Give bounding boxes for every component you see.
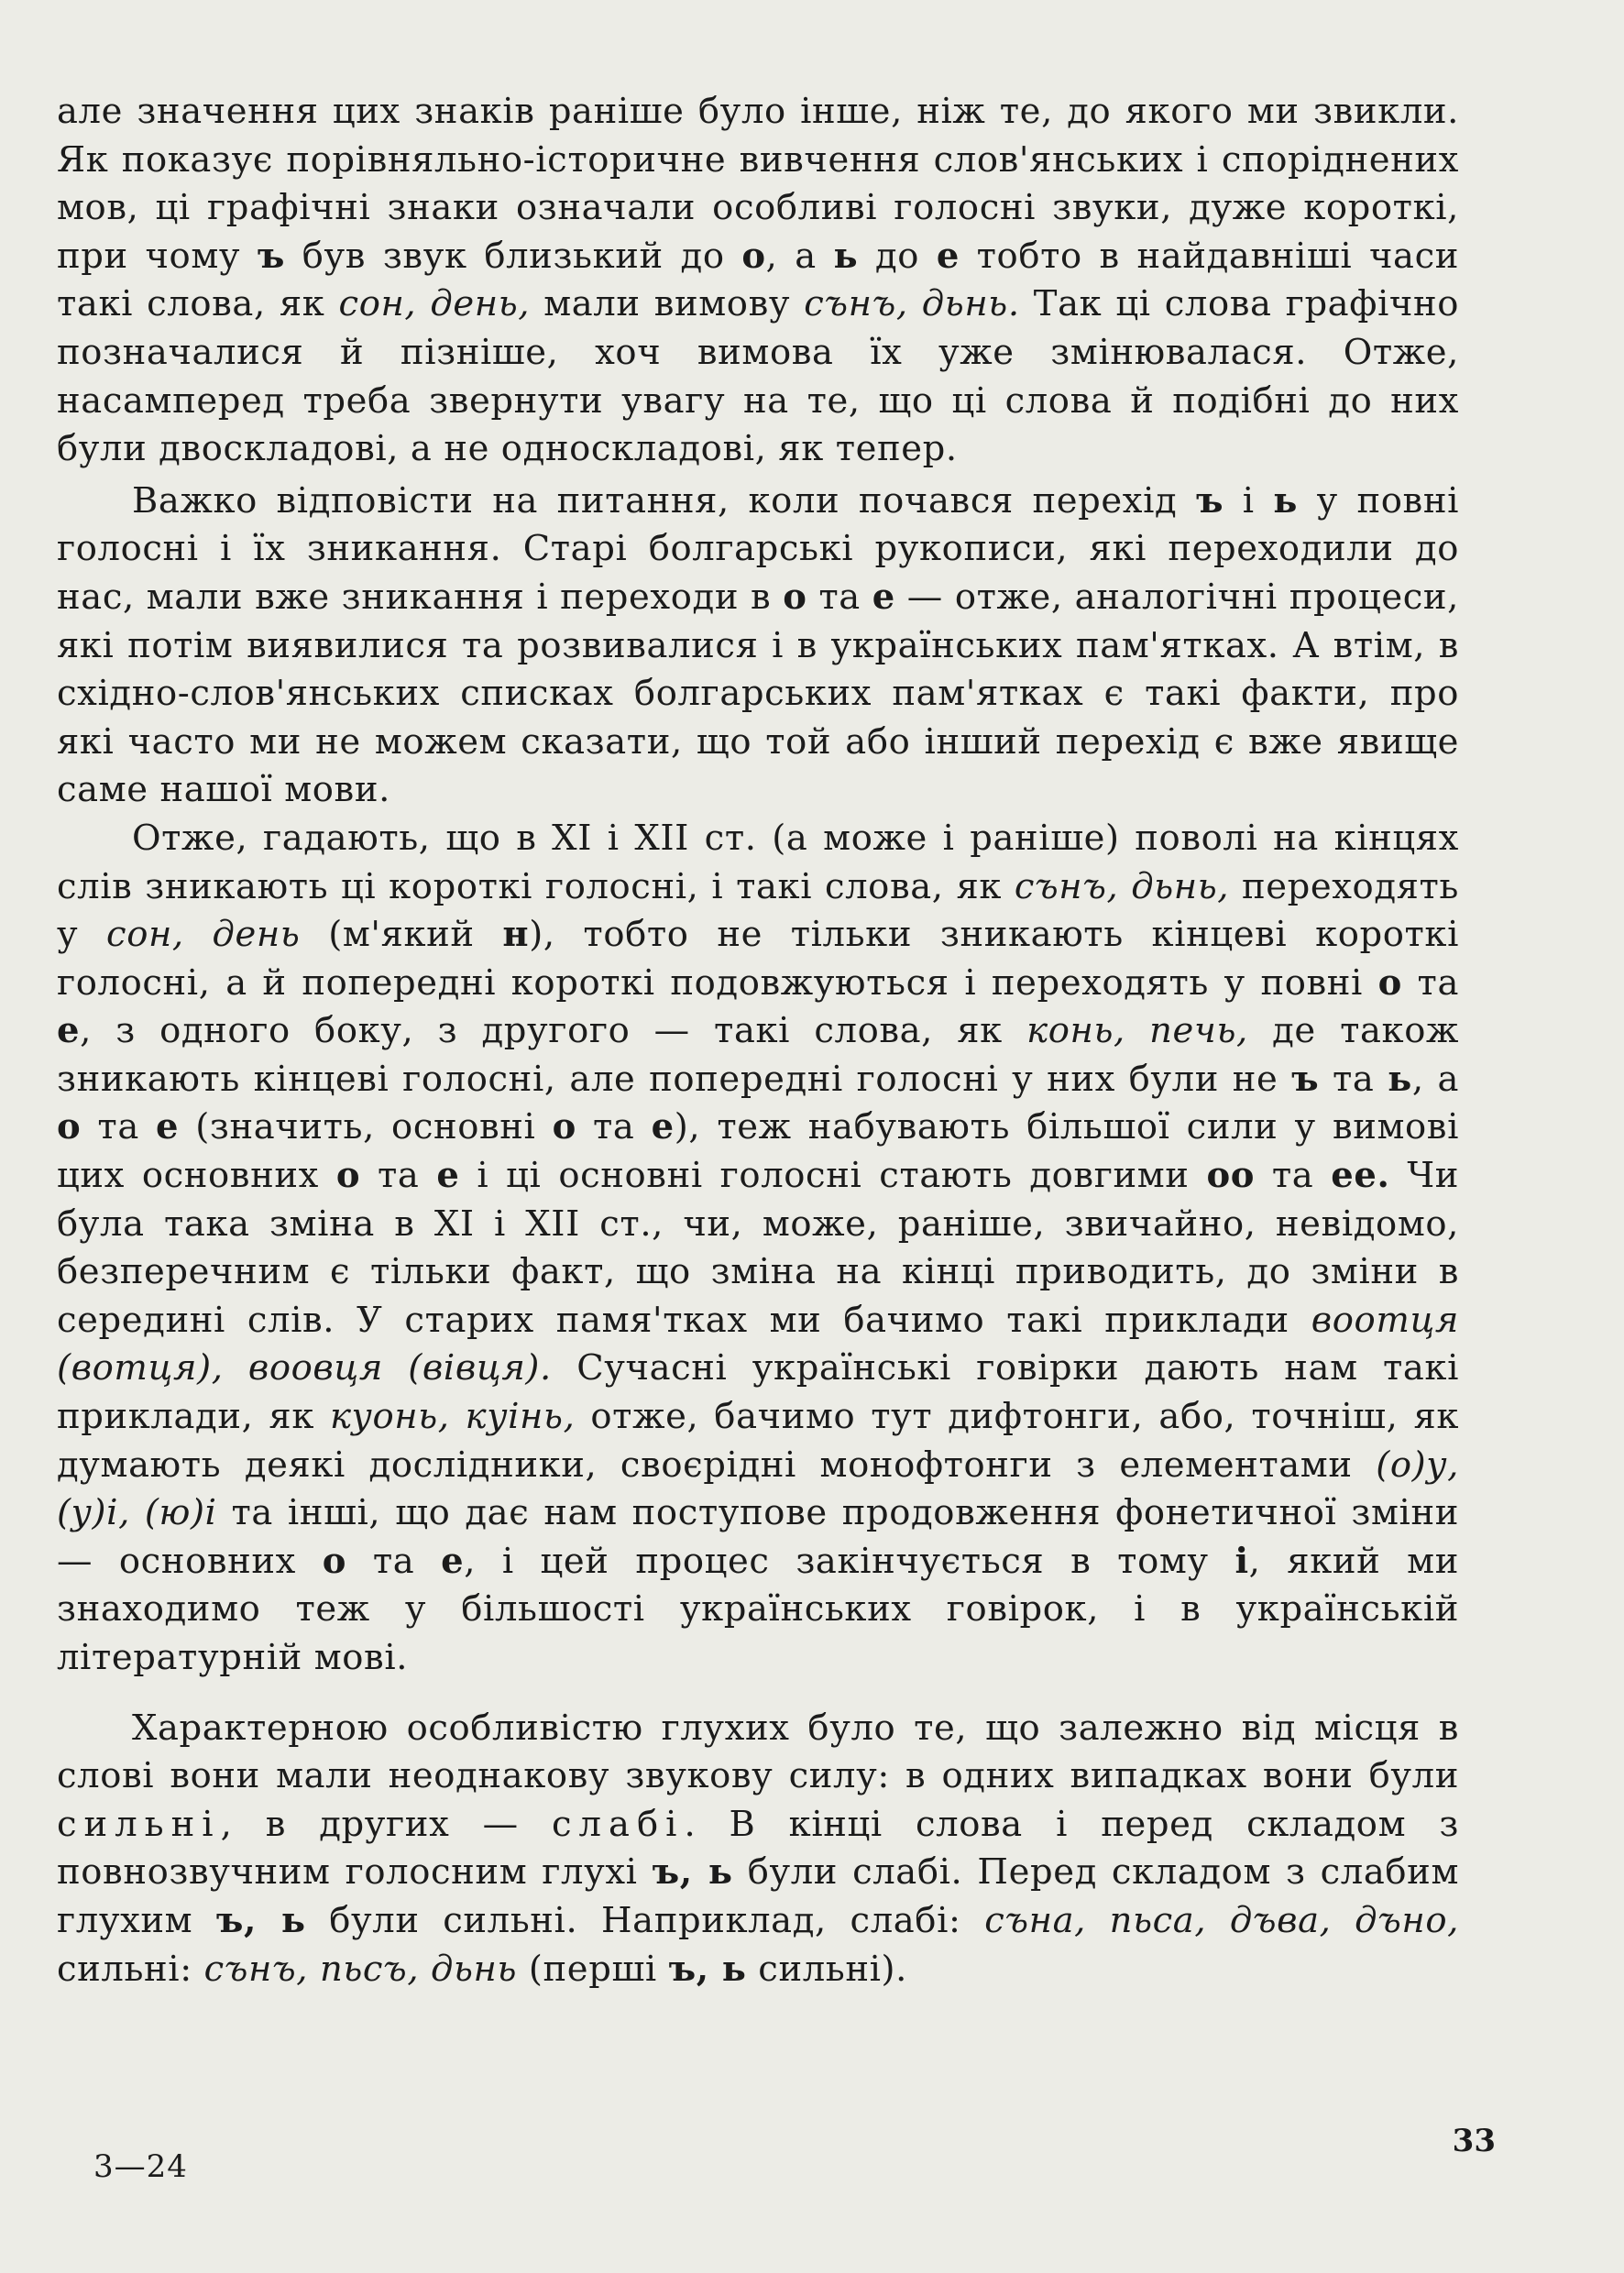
bold-run: ь <box>833 235 859 277</box>
text-run: та <box>1319 1058 1388 1100</box>
text-run: та <box>807 576 872 618</box>
bold-run: е <box>441 1540 465 1582</box>
signature-mark: 3—24 <box>93 2148 188 2185</box>
text-run: отже, бачимо тут дифтонги, або, точніш, як думають деякі дослідники, своєрідні монофтонги з елементами <box>57 1396 1460 1486</box>
bold-run: о <box>552 1106 576 1148</box>
text-run: та <box>360 1155 437 1197</box>
bold-run: ъ <box>1195 479 1224 522</box>
text-run: , з одного боку, з другого — такі слова, як <box>80 1010 1027 1052</box>
italic-run: конь, печь, <box>1026 1010 1248 1052</box>
italic-run: сънъ, дьнь, <box>1014 865 1230 907</box>
italic-run: куонь, куінь, <box>329 1396 576 1438</box>
text-run: та інші, що дає нам поступове продовження фонетичної зміни — основних <box>57 1492 1459 1582</box>
text-run: ), тобто не тільки зникають кінцеві короткі голосні, а й попередні короткі подовжуються і переходять у повні <box>57 914 1460 1004</box>
text-run: (м'який <box>300 914 503 956</box>
bold-run: н <box>502 914 530 956</box>
text-run: переходять у <box>57 865 1459 956</box>
text-run: (значить, основні <box>179 1106 553 1148</box>
bold-run: о <box>1377 961 1402 1004</box>
text-run: (перші <box>517 1948 669 1990</box>
text-run: тобто в найдавніші часи такі слова, як <box>57 235 1460 325</box>
bold-run: оо <box>1206 1155 1256 1197</box>
page-number: 33 <box>1452 2123 1496 2159</box>
bold-run: о <box>57 1106 82 1148</box>
text-run: та <box>576 1106 652 1148</box>
text-run: Отже, гадають, що в XI і XII ст. (а може і раніше) поволі на кінцях слів зникають ці короткі голосні, і такі слова, як <box>57 817 1459 907</box>
bold-run: ъ <box>257 235 286 277</box>
text-run: , і цей процес закінчується в тому <box>464 1540 1235 1582</box>
bold-run: е <box>436 1155 460 1197</box>
bold-run: ъ, ь <box>215 1899 306 1941</box>
bold-run: е <box>57 1010 81 1052</box>
italic-run: (о)у, (у)і, (ю)і <box>57 1444 1459 1534</box>
italic-run: сон, день <box>106 914 301 956</box>
text-run: Так ці слова графічно позначалися й пізніше, хоч вимова їх уже змінювалася. Отже, насамперед треба звернути увагу на те, що ці слова й подібні до них були двоскладові, а не односкладові, як тепер. <box>57 283 1459 470</box>
bold-run: ъ, ь <box>668 1948 747 1990</box>
text-run: але значення цих знаків раніше було інше, ніж те, до якого ми звикли. Як показує порівняльно-історичне вивчення слов'янських і споріднених мов, ці графічні знаки означали особливі голосні звуки, дуже короткі, при чому <box>57 91 1459 277</box>
bold-run: е <box>936 235 960 277</box>
text-run: та <box>1401 961 1459 1004</box>
italic-run: сънъ, дьнь. <box>804 283 1020 325</box>
text-run: де також зникають кінцеві голосні, але попередні голосні у них були не <box>57 1010 1459 1100</box>
text-run: Чи була така зміна в XI і XII ст., чи, може, раніше, звичайно, невідомо, безперечним є тільки факт, що зміна на кінці приводить, до зміни в середині слів. У старих памя'тках ми бачимо такі приклади <box>57 1155 1459 1341</box>
text-run: та <box>346 1540 442 1582</box>
bold-run: ь <box>1388 1058 1412 1100</box>
spaced-run: слабі <box>551 1803 685 1845</box>
paragraph-2 <box>57 478 1459 815</box>
text-run: були слабі. Перед складом з слабим глухим <box>57 1851 1459 1941</box>
italic-run: сънъ, пьсъ, дьнь <box>203 1948 518 1990</box>
bold-run: ь <box>1273 479 1298 522</box>
text-run: мали вимову <box>530 283 805 325</box>
italic-run: съна, пьса, дъва, дъно, <box>984 1899 1460 1941</box>
italic-run: воотця (вотця), воовця (вівця). <box>57 1299 1459 1389</box>
bold-run: о <box>322 1540 347 1582</box>
text-run: був звук близький до <box>285 235 742 277</box>
paragraph-3 <box>57 815 1459 1683</box>
paragraph-1 <box>57 88 1459 474</box>
bold-run: о <box>783 576 807 618</box>
text-run: у повні голосні і їх зникання. Старі болгарські рукописи, які переходили до нас, мали вже зникання і переходи в <box>57 479 1460 618</box>
bold-run: ъ <box>1291 1058 1320 1100</box>
text-run: і <box>1223 479 1274 522</box>
text-run: і ці основні голосні стають довгими <box>459 1155 1207 1197</box>
text-run: були сильні. Наприклад, слабі: <box>305 1899 985 1941</box>
bold-run: е <box>651 1106 675 1148</box>
text-run: сильні). <box>746 1948 907 1990</box>
bold-run: ее. <box>1331 1155 1390 1197</box>
bold-run: ъ, ь <box>652 1851 733 1894</box>
bold-run: е <box>872 576 895 618</box>
text-run: , який ми знаходимо теж у більшості українських говірок, і в українській літературній мові. <box>57 1540 1459 1678</box>
text-run: Важко відповісти на питання, коли почався перехід <box>132 479 1196 522</box>
text-run: — отже, аналогічні процеси, які потім виявилися та розвивалися і в українських пам'ятках. А втім, в східно-слов'янських списках болгарських пам'ятках є такі факти, про які часто ми не можем сказати, що той або інший перехід є вже явище саме нашої мови. <box>57 576 1459 811</box>
page-body <box>57 88 1459 1993</box>
text-run: Характерною особливістю глухих було те, що залежно від місця в слові вони мали неоднакову звукову силу: в одних випадках вони були <box>57 1707 1459 1797</box>
text-run: , а <box>1411 1058 1459 1100</box>
italic-run: сон, день, <box>338 283 531 325</box>
paragraph-4 <box>57 1705 1459 1994</box>
text-run: та <box>1255 1155 1332 1197</box>
bold-run: о <box>335 1155 361 1197</box>
text-run: та <box>81 1106 157 1148</box>
text-run: Сучасні українські говірки дають нам такі приклади, як <box>57 1347 1459 1438</box>
text-run: . В кінці слова і перед складом з повнозвучним голосним глухі <box>57 1803 1459 1894</box>
text-run: , а <box>765 235 834 277</box>
text-run: ), теж набувають більшої сили у вимові цих основних <box>57 1106 1459 1197</box>
bold-run: о <box>741 235 766 277</box>
text-run: , в других — <box>220 1803 552 1845</box>
text-run: до <box>858 235 937 277</box>
spaced-run: сильні <box>57 1803 221 1845</box>
bold-run: е <box>156 1106 180 1148</box>
bold-run: і <box>1234 1540 1249 1582</box>
text-run: сильні: <box>57 1948 204 1990</box>
